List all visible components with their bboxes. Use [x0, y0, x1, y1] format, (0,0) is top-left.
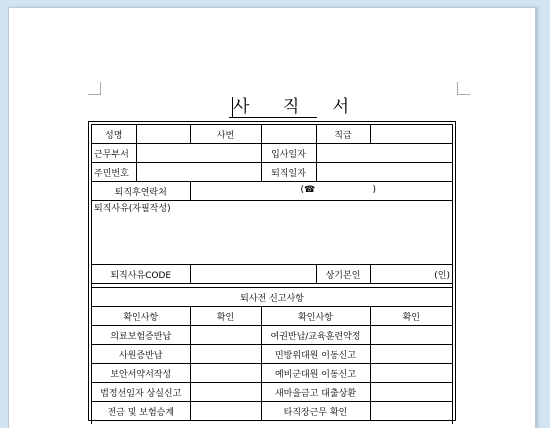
empno-value[interactable]: [261, 125, 316, 144]
reason-field[interactable]: [92, 201, 452, 265]
header-check-right: 확인: [370, 307, 452, 326]
rrn-label: 주민번호: [92, 163, 136, 182]
header-item-right: 확인사항: [261, 307, 370, 326]
checklist-check[interactable]: [370, 364, 452, 383]
rrn-value[interactable]: [136, 163, 261, 182]
checklist-item: 예비군대원 이동신고: [261, 364, 370, 383]
checklist-check[interactable]: [370, 402, 452, 421]
dept-label: 근무부서: [92, 144, 136, 163]
rank-label: 직급: [316, 125, 370, 144]
leave-label: 퇴직일자: [261, 163, 316, 182]
checklist-item: 여권반납/교육훈련약정: [261, 326, 370, 345]
dept-value[interactable]: [136, 144, 261, 163]
checklist-item: 타직장근무 확인: [261, 402, 370, 421]
header-check-left: 확인: [190, 307, 261, 326]
checklist-item: 법정선임자 상실신고: [92, 383, 190, 402]
checklist-item: 민방위대원 이동신고: [261, 345, 370, 364]
checklist-item: 사원증반납: [92, 345, 190, 364]
leave-value[interactable]: [316, 163, 452, 182]
text-cursor: [232, 97, 233, 117]
reason-label: 퇴직사유(자필작성): [94, 204, 171, 214]
crop-mark-top-right: [457, 82, 470, 95]
form-table: [92, 125, 452, 288]
checklist-row: [92, 345, 452, 364]
code-value[interactable]: [190, 265, 316, 284]
checklist-row: [92, 402, 452, 421]
checklist-check[interactable]: [370, 383, 452, 402]
checklist-check[interactable]: [190, 364, 261, 383]
form-row-contact: [92, 182, 452, 201]
rank-value[interactable]: [370, 125, 452, 144]
checklist-row: [92, 326, 452, 345]
checklist-check[interactable]: [190, 345, 261, 364]
seal-label[interactable]: (인): [370, 265, 452, 284]
form-row-name: [92, 125, 452, 144]
checklist-check[interactable]: [370, 345, 452, 364]
checklist-check[interactable]: [190, 326, 261, 345]
join-value[interactable]: [316, 144, 452, 163]
document-title: 사 직 서: [229, 96, 317, 118]
checklist-row: [92, 364, 452, 383]
header-item-left: 확인사항: [92, 307, 190, 326]
checklist-row: [92, 383, 452, 402]
checklist-check[interactable]: [370, 326, 452, 345]
crop-mark-top-left: [88, 82, 101, 95]
checklist-item: 새마을금고 대출상환: [261, 383, 370, 402]
form-row-code: [92, 265, 452, 284]
checklist-item: 보안서약서작성: [92, 364, 190, 383]
checklist-check[interactable]: [190, 383, 261, 402]
checklist-table: [92, 288, 452, 421]
checklist-item: 전금 및 보험승계: [92, 402, 190, 421]
form-row-reason: [92, 201, 452, 265]
name-label: 성명: [92, 125, 136, 144]
checklist-title-row: [92, 288, 452, 307]
join-label: 입사일자: [261, 144, 316, 163]
form-row-dept: [92, 144, 452, 163]
contact-label: 퇴직후연락처: [92, 182, 190, 201]
section-gap: [92, 284, 452, 288]
phone-close-paren: ): [372, 185, 377, 195]
empno-label: 사번: [190, 125, 261, 144]
checklist-title: 퇴사전 신고사항: [92, 288, 452, 307]
resignation-form: [91, 124, 453, 424]
name-value[interactable]: [136, 125, 190, 144]
signer-label: 상기본인: [316, 265, 370, 284]
checklist-check[interactable]: [190, 402, 261, 421]
checklist-header-row: [92, 307, 452, 326]
form-row-rrn: [92, 163, 452, 182]
checklist-item: 의료보험증반납: [92, 326, 190, 345]
code-label: 퇴직사유CODE: [92, 265, 190, 284]
contact-value[interactable]: [190, 182, 452, 201]
phone-icon: (☎: [300, 185, 316, 195]
